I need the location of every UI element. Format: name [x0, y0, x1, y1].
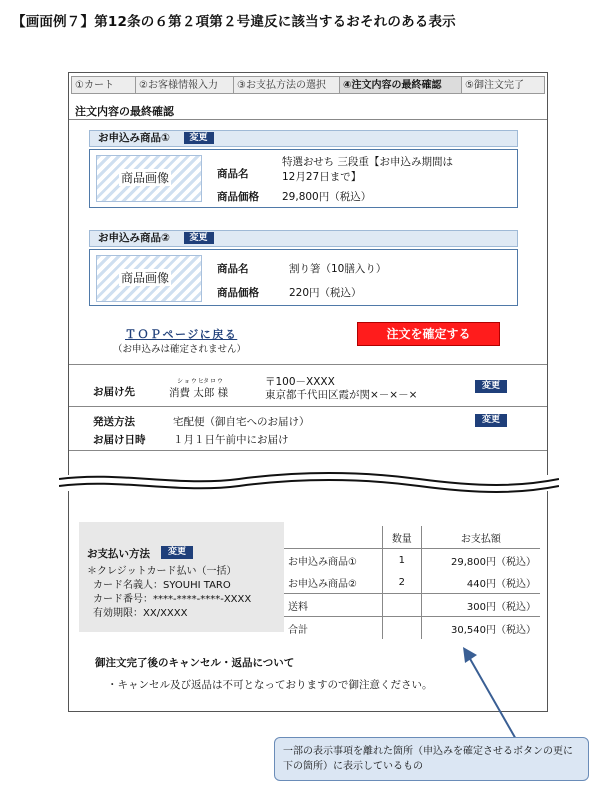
step-final-confirm: ④注文内容の最終確認	[339, 76, 463, 94]
product-1-image	[96, 155, 202, 202]
table-row	[284, 549, 540, 572]
card-holder: カード名義人：SYOUHI TARO	[93, 580, 231, 591]
cancel-policy-title: 御注文完了後のキャンセル・返品について	[95, 657, 295, 669]
delivery-address: 東京都千代田区霞が関×－×－×	[265, 389, 418, 401]
section-title: 注文内容の最終確認	[75, 105, 174, 118]
confirm-order-button[interactable]: 注文を確定する	[357, 322, 500, 346]
product-2-heading: お申込み商品②	[98, 232, 170, 244]
page-break-wave	[59, 469, 559, 499]
product-2-image	[96, 255, 202, 302]
shipping-method-label: 発送方法	[93, 416, 135, 428]
step-cart: ①カート	[71, 76, 137, 94]
row-amount: 440円（税込）	[421, 571, 540, 594]
row-amount: 29,800円（税込）	[421, 549, 540, 572]
shipping-change-button[interactable]: 変更	[475, 414, 507, 427]
product-1-header	[89, 130, 518, 147]
product-2-name: 割り箸（10膳入り）	[289, 263, 387, 275]
product-name-label: 商品名	[217, 168, 249, 180]
row-qty: 2	[382, 571, 421, 594]
product-2-change-button[interactable]: 変更	[184, 232, 214, 244]
table-row	[284, 617, 540, 640]
card-number: カード番号：****-****-****-XXXX	[93, 594, 252, 605]
top-page-link-note: （お申込みは確定されません）	[113, 344, 247, 355]
product-price-label: 商品価格	[217, 191, 259, 203]
card-expiry: 有効期限：XX/XXXX	[93, 608, 188, 619]
payment-box	[79, 522, 284, 632]
shipping-method-value: 宅配便（御自宅へのお届け）	[173, 416, 310, 428]
payment-method: ＊クレジットカード払い（一括）	[87, 566, 237, 577]
row-item: お申込み商品②	[288, 578, 357, 590]
delivery-name: 消費 太郎 様	[169, 387, 229, 399]
row-qty	[382, 594, 421, 617]
step-customer-info: ②お客様情報入力	[135, 76, 235, 94]
row-qty	[382, 617, 421, 640]
figure-heading: 【画面例７】第12条の６第２項第２号違反に該当するおそれのある表示	[12, 14, 456, 30]
product-price-label: 商品価格	[217, 287, 259, 299]
table-row	[284, 571, 540, 594]
explanation-callout: 一部の表示事項を離れた箇所（申込みを確定させるボタンの更に下の箇所）に表示しているもの	[274, 737, 589, 781]
delivery-label: お届け先	[93, 386, 135, 398]
callout-arrow-icon	[455, 645, 535, 745]
row-amount: 30,540円（税込）	[421, 617, 540, 640]
divider	[69, 119, 547, 120]
row-item: 合計	[284, 617, 382, 640]
product-2-header	[89, 230, 518, 247]
product-name-label: 商品名	[217, 263, 249, 275]
delivery-date-label: お届け日時	[93, 434, 146, 446]
payment-label: お支払い方法	[87, 548, 150, 560]
table-row	[284, 594, 540, 617]
image-placeholder-label: 商品画像	[121, 271, 170, 285]
divider	[69, 364, 547, 365]
step-payment: ③お支払方法の選択	[233, 76, 341, 94]
order-screen-mockup	[68, 72, 548, 712]
delivery-ruby-family: ショウヒ	[177, 378, 205, 385]
order-summary-table	[284, 526, 540, 639]
cancel-policy-text: ・キャンセル及び返品は不可となっておりますので御注意ください。	[107, 679, 433, 691]
row-item: 送料	[284, 594, 382, 617]
table-header-row	[284, 526, 540, 549]
progress-steps	[71, 76, 545, 94]
step-complete: ⑤御注文完了	[461, 76, 545, 94]
delivery-date-value: １月１日午前中にお届け	[173, 434, 289, 446]
product-1-name-line2: 12月27日まで】	[282, 171, 362, 183]
divider	[69, 450, 547, 451]
delivery-change-button[interactable]: 変更	[475, 380, 507, 393]
product-1-price: 29,800円（税込）	[282, 191, 372, 203]
image-placeholder-label: 商品画像	[121, 171, 170, 185]
payment-change-button[interactable]: 変更	[161, 546, 193, 559]
divider	[69, 406, 547, 407]
top-page-link[interactable]: ＴＯＰページに戻る	[125, 328, 238, 341]
col-qty: 数量	[382, 526, 421, 549]
product-2-price: 220円（税込）	[289, 287, 362, 299]
delivery-ruby-given: タロウ	[203, 378, 225, 385]
col-amount: お支払額	[421, 526, 540, 549]
product-1-name-line1: 特選おせち 三段重【お申込み期間は	[282, 156, 454, 168]
row-amount: 300円（税込）	[421, 594, 540, 617]
product-1-heading: お申込み商品①	[98, 132, 170, 144]
product-2-card	[89, 249, 518, 306]
row-item: お申込み商品①	[284, 549, 382, 572]
row-qty: 1	[382, 549, 421, 572]
product-1-card	[89, 149, 518, 208]
product-1-change-button[interactable]: 変更	[184, 132, 214, 144]
delivery-postal: 〒100－XXXX	[265, 376, 335, 388]
